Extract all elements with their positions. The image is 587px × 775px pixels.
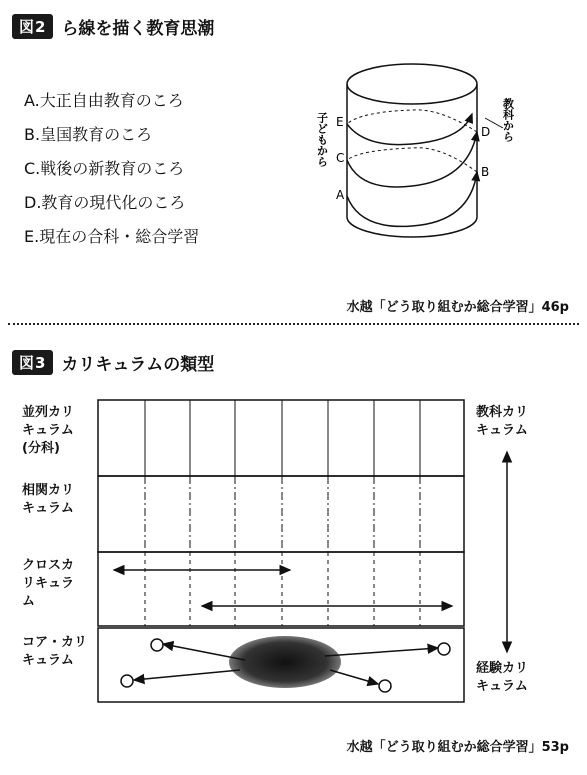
cross-dividers bbox=[145, 552, 420, 626]
experience-curriculum-label: 経験カリ キュラム bbox=[476, 661, 529, 694]
point-label-c: C bbox=[336, 151, 345, 165]
point-label-b: B bbox=[481, 165, 490, 179]
era-item-a: A.大正自由教育のころ bbox=[24, 91, 184, 110]
core-node-upper-right bbox=[438, 643, 450, 655]
core-arrow-lower-left bbox=[134, 670, 240, 680]
fig2-title: ら線を描く教育思潮 bbox=[61, 19, 215, 39]
parallel-dividers bbox=[145, 400, 420, 476]
fig3-title: カリキュラムの類型 bbox=[61, 355, 215, 375]
fig2-badge: 図2 bbox=[12, 14, 53, 39]
point-label-a: A bbox=[336, 188, 345, 202]
fig3-source: 水越「どう取り組むか総合学習」53p bbox=[346, 740, 569, 755]
point-label-e: E bbox=[336, 115, 344, 129]
children-origin-label: 子どもから bbox=[315, 112, 329, 167]
era-item-c: C.戦後の新教育のころ bbox=[24, 159, 185, 178]
subject-origin-label: 教科から bbox=[501, 98, 515, 142]
core-node-upper-left bbox=[151, 639, 163, 651]
era-item-d: D.教育の現代化のころ bbox=[24, 193, 186, 212]
core-blob bbox=[229, 636, 341, 688]
core-arrow-lower-right bbox=[330, 670, 378, 684]
parallel-row-box bbox=[98, 400, 464, 476]
row-label-correlated: 相関カリ キュラム bbox=[22, 483, 75, 516]
core-node-lower-right bbox=[379, 680, 391, 692]
core-arrow-upper-right bbox=[325, 648, 438, 656]
fig2-source: 水越「どう取り組むか総合学習」46p bbox=[346, 300, 569, 315]
subject-curriculum-label: 教科カリ キュラム bbox=[476, 405, 529, 438]
row-label-core: コア・カリ キュラム bbox=[22, 635, 88, 668]
row-label-parallel: 並列カリ キュラム (分科) bbox=[22, 405, 75, 456]
row-label-cross: クロスカ リキュラ ム bbox=[22, 558, 75, 609]
core-node-lower-left bbox=[121, 675, 133, 687]
cross-row-box bbox=[98, 552, 464, 626]
point-label-d: D bbox=[481, 125, 491, 139]
era-item-e: E.現在の合科・総合学習 bbox=[24, 227, 200, 246]
correlated-row-box bbox=[98, 476, 464, 552]
core-arrow-upper-left bbox=[163, 644, 245, 660]
era-item-b: B.皇国教育のころ bbox=[24, 125, 153, 144]
fig3-badge: 図3 bbox=[12, 350, 53, 375]
correlated-dividers bbox=[145, 476, 420, 552]
